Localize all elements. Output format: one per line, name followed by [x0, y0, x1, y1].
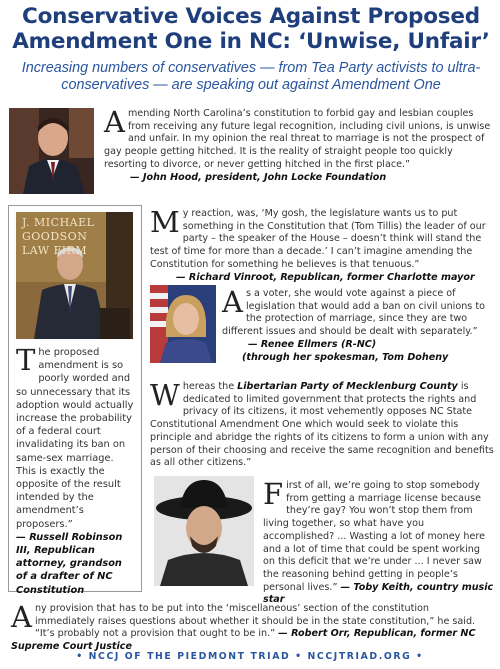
drop-cap: T — [16, 343, 36, 377]
drop-cap: A — [11, 600, 32, 634]
quote-russell-robinson — [16, 343, 134, 597]
quote-text: s a voter, she would vote against a piece of legislation that would add a ban on civil unions to the protection of marriage, since they are two different issues and should be dealt with separately.” — [222, 288, 485, 338]
drop-cap: M — [150, 205, 180, 239]
party-name: Libertarian Party of Mecklenburg County — [237, 381, 458, 392]
footer: • NCCJ OF THE PIEDMONT TRIAD • NCCJTRIAD.ORG • — [76, 651, 424, 662]
sidebar-box — [8, 205, 142, 596]
quote-text: y reaction, was, ‘My gosh, the legislature wants us to put something in the Constitution that (Tom Tillis) the leader of our party – the speaker of the House – doesn’t think will stand the test of time for more than a decade.’ I can’t imagine amending the Constitution for something he believes is that tenuous.” — [150, 208, 486, 270]
quote-text: he proposed amendment is so poorly worded and so unnecessary that its adoption would actually increase the probability of a federal court invalidating its ban on same-sex marriage. This is exactly the opposite of the result intended by the amendment’s proposers.” — [16, 347, 134, 530]
quote-text: irst of all, we’re going to stop somebody from getting a marriage license because they’re gay? You won’t stop them from living together, so what have you accomplished? ... Wasting a lot of money here and a lot of time that could be spent working on this deficit that we’re under ... I never saw the reasoning behind getting in people’s personal lives.” — [263, 480, 485, 593]
quote-text: ny provision that has to be put into the ‘miscellaneous’ section of the constitution immediately raises questions about whether it should be in the state constitution,” he said. “It’s probably not a provision that ought to be in.” — [34, 603, 476, 640]
quote-libertarian-party — [150, 378, 494, 470]
quote-attribution: — Richard Vinroot, Republican, former Charlotte mayor — [176, 271, 475, 283]
quote-attribution: — Russell Robinson III, Republican attorney, grandson of a drafter of NC Constitution — [16, 531, 123, 596]
quote-john-hood — [104, 105, 492, 184]
quote-text-continued: is dedicated to limited government that protects the rights and privacy of its citizens, it most vehemently opposes NC State Constitutional Amendment One which would seek to violate this principle and abridge the rights of its citizens to form a union with any person of their choosing and receive the same recognition and benefits as all other citizens.” — [150, 381, 494, 469]
quote-attribution: — John Hood, president, John Locke Foundation — [130, 171, 387, 183]
quote-attribution: — Renee Ellmers (R-NC) — [248, 338, 377, 350]
drop-cap: A — [222, 285, 243, 319]
drop-cap: W — [150, 378, 180, 412]
quote-robert-orr — [11, 600, 491, 654]
toby-keith-photo — [154, 476, 254, 586]
quote-renee-ellmers — [222, 285, 494, 364]
quote-richard-vinroot — [150, 205, 494, 284]
page-subtitle: Increasing numbers of conservatives — from Tea Party activists to ultra-conservatives — are speaking out against Amendment One — [21, 60, 481, 93]
drop-cap: F — [263, 477, 284, 511]
page-title: Conservative Voices Against Proposed Amendment One in NC: ‘Unwise, Unfair’ — [12, 4, 490, 54]
russell-robinson-photo — [16, 212, 133, 339]
renee-ellmers-photo — [150, 285, 216, 363]
quote-attribution: — Robert Orr, Republican, former NC Supreme Court Justice — [11, 628, 476, 653]
quote-attribution: — Toby Keith, country music star — [263, 581, 494, 606]
quote-toby-keith — [263, 477, 494, 607]
quote-attribution-note: (through her spokesman, Tom Doheny — [242, 351, 449, 363]
quote-text: mending North Carolina’s constitution to forbid gay and lesbian couples from receiving any future legal recognition, including civil unions, is unwise and unfair. In my opinion the real threat to marriage is not the prospect of gay people getting hitched. It is the reality of straight people too quickly resorting to divorce, or never getting hitched in the first place.” — [104, 108, 491, 170]
quote-text: hereas the — [182, 381, 238, 392]
john-hood-photo — [9, 108, 94, 194]
law-firm-sign: J. MICHAEL GOODSON LAW FIRM — [22, 216, 95, 257]
drop-cap: A — [104, 105, 125, 139]
